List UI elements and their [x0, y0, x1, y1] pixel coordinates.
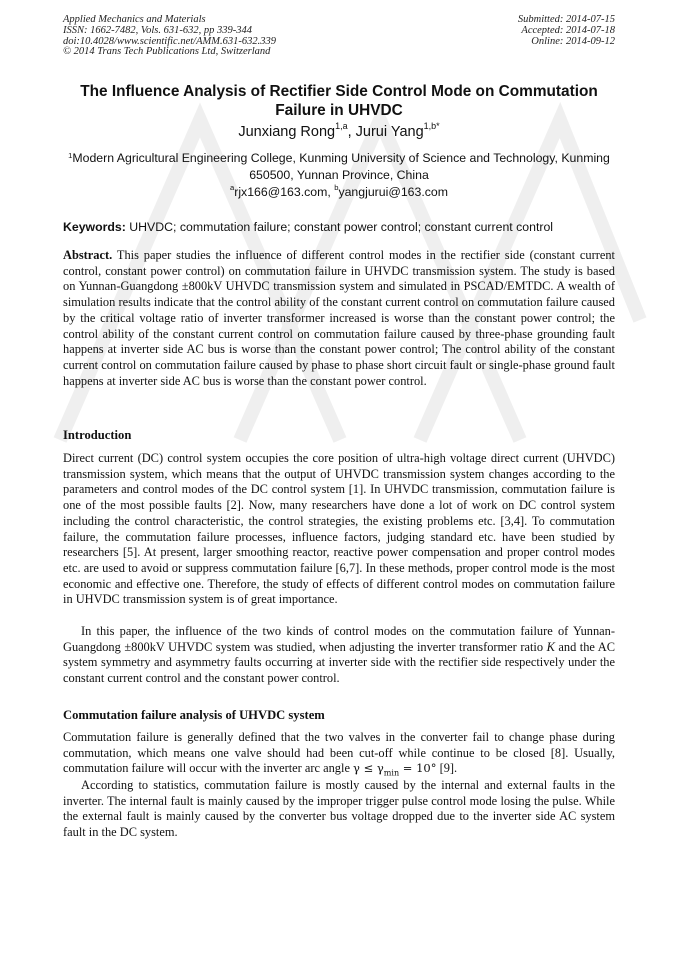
author-line [0, 121, 678, 140]
online-date: Online: 2014-09-12 [531, 35, 615, 47]
paper-title: The Influence Analysis of Rectifier Side Control Mode on Commutation Failure in UHVDC [80, 83, 598, 119]
journal-info [63, 15, 276, 58]
intro-paragraph-text: In this paper, the influence of the two kinds of control modes on the commutation failure of Yunnan-Guangdong ±800kV UHVDC system was studied, when adjusting the inverter transformer ratio [63, 624, 615, 654]
accepted-date: Accepted: 2014-07-18 [521, 24, 615, 36]
submission-dates [518, 15, 615, 47]
abstract-label: Abstract. [63, 248, 113, 262]
journal-name: Applied Mechanics and Materials [63, 14, 206, 25]
keywords-label: Keywords: [63, 220, 126, 234]
section-paragraph-text: According to statistics, commutation failure is mostly caused by the internal and external faults in the inverter. The internal fault is mainly caused by the improper trigger pulse control mode losing the pulse. While the external fault is mainly caused by the converter bus voltage dropped due to the inverter side AC system fault in the DC system. [63, 778, 615, 840]
doi-line: doi:10.4028/www.scientific.net/AMM.631-632.339 [63, 35, 276, 47]
copyright-line: © 2014 Trans Tech Publications Ltd, Switzerland [63, 46, 271, 58]
author-name: Junxiang Rong [238, 124, 336, 140]
keywords-text: UHVDC; commutation failure; constant power control; constant current control [125, 220, 554, 234]
issn-line: ISSN: 1662-7482, Vols. 631-632, pp 339-344 [63, 24, 252, 36]
ratio-symbol: K [546, 639, 555, 654]
section-heading-commutation-failure: Commutation failure analysis of UHVDC system [63, 708, 325, 722]
email-a: rjx166@163.com, [234, 185, 335, 199]
formula-tail: = 10° [399, 761, 437, 776]
affiliation [60, 150, 618, 183]
email-mark: b [334, 182, 339, 192]
section-heading-introduction: Introduction [63, 428, 132, 442]
intro-paragraph [63, 624, 615, 687]
section-paragraph-text: Commutation failure is generally defined that the two valves in the converter fail to change phase during commutation, which means one valve should had been cut-off while continue to be closed [8]. Usually, commutation failure will occur with the inverter arc angle [63, 730, 615, 776]
intro-paragraph [63, 451, 615, 608]
formula-subscript: min [383, 768, 400, 778]
section-paragraph [63, 778, 615, 841]
author-emails [0, 182, 678, 199]
affiliation-mark: 1 [68, 150, 73, 160]
author-affiliation-mark: 1,a [335, 121, 348, 132]
author-affiliation-mark: 1,b* [423, 121, 440, 132]
email-mark: a [229, 182, 235, 192]
email-b: yangjurui@163.com [338, 185, 448, 199]
intro-paragraph-text: Direct current (DC) control system occupies the core position of ultra-high voltage direct current (UHVDC) transmission system, which means that the output of UHVDC transmission system changes according to the parameters and control modes of the DC control system [1]. In UHVDC transmission, commutation failure is one of the most possible faults [2]. Now, many researchers have done a lot of work on DC control system including the control characteristic, the control strategies, the existing problems etc. [3,4]. To commutation failure, the commutation failure processes, influence factors, judging standard etc. have been studied by researchers [5]. At present, larger smoothing reactor, reactive power compensation and proper control modes etc. are used to avoid or suppress commutation failure [6,7]. In these methods, proper control mode is the most economic and effective one. Therefore, the study of effects of different control modes on commutation failure in UHVDC transmission system is of great importance. [63, 451, 615, 607]
abstract-text: This paper studies the influence of different control modes in the rectifier side (constant current control, constant power control) on commutation failure in UHVDC transmission system. The study is based on Yunnan-Guangdong ±800kV UHVDC transmission system and simulated in PSCAD/EMTDC. A wealth of simulation results indicate that the control ability of the constant current control on commutation failure caused by the critical voltage ratio of inverter transformer increased is worse than the constant power control; the control ability of the constant current control on commutation failure caused by three-phase grounding fault happens at inverter side AC bus is worse than the constant power control; The control ability of the constant current control on commutation failure caused by phase to phase short circuit fault or single-phase ground fault happens at inverter side AC bus is worse than the constant power control. [63, 248, 615, 388]
affiliation-text: Modern Agricultural Engineering College, Kunming University of Science and Technology, Kunming 650500, Yunnan Province, China [72, 151, 610, 182]
author-name: Jurui Yang [355, 124, 424, 140]
keywords [63, 220, 615, 234]
abstract [63, 248, 615, 389]
section-paragraph [63, 730, 615, 781]
intro-paragraph-text: and the AC system symmetry and asymmetry faults occurring at inverter side with the rectifier side respectively under the constant current control and the constant power control. [63, 639, 615, 686]
author-separator: , [347, 124, 356, 140]
submitted-date: Submitted: 2014-07-15 [517, 14, 615, 25]
section-paragraph-text: [9]. [436, 761, 458, 776]
arc-angle-formula [353, 761, 437, 778]
formula-main: γ ≤ γ [353, 761, 384, 776]
